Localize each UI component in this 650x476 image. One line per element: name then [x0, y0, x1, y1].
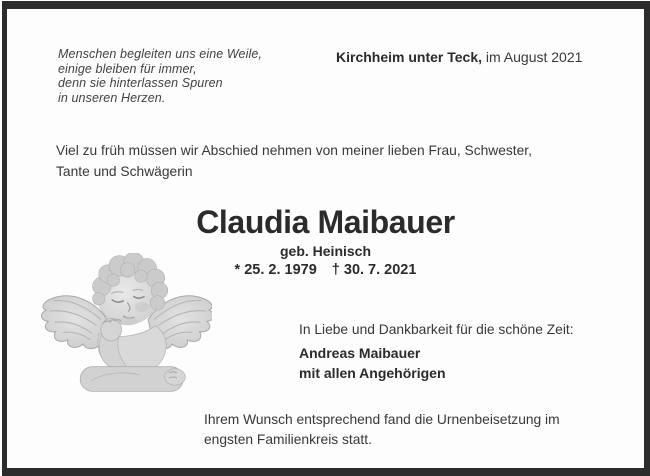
closing-line: Ihrem Wunsch entsprechend fand die Urnenbeisetzung im: [204, 412, 560, 427]
epigraph-poem: [58, 47, 262, 105]
deceased-name: Claudia Maibauer: [196, 204, 455, 240]
farewell-block: [299, 322, 574, 383]
intro-line: Tante und Schwägerin: [56, 164, 193, 179]
dateline: [336, 49, 582, 65]
maiden-name: geb. Heinisch: [279, 243, 372, 259]
intro-text: [56, 140, 532, 182]
epigraph-line: Menschen begleiten uns eine Weile,: [58, 47, 262, 61]
obituary-card: [2, 1, 650, 476]
intro-line: Viel zu früh müssen wir Abschied nehmen von meiner lieben Frau, Schwester,: [56, 143, 532, 158]
notice-date: im August 2021: [482, 49, 583, 65]
epigraph-line: einige bleiben für immer,: [58, 61, 197, 76]
epigraph-line: in unseren Herzen.: [58, 90, 166, 105]
death-date: † 30. 7. 2021: [331, 262, 417, 278]
farewell-lead: In Liebe und Dankbarkeit für die schöne Zeit:: [299, 322, 574, 337]
epigraph-line: denn sie hinterlassen Spuren: [58, 76, 223, 91]
closing-line: engsten Familienkreis statt.: [204, 431, 372, 447]
mourner-name: Andreas Maibauer: [299, 345, 421, 361]
closing-text: [204, 410, 560, 449]
place-name: Kirchheim unter Teck,: [336, 49, 483, 65]
angel-cherub-image: [37, 253, 212, 398]
mourner-relatives: mit allen Angehörigen: [299, 365, 446, 381]
birth-date: * 25. 2. 1979: [234, 262, 317, 278]
